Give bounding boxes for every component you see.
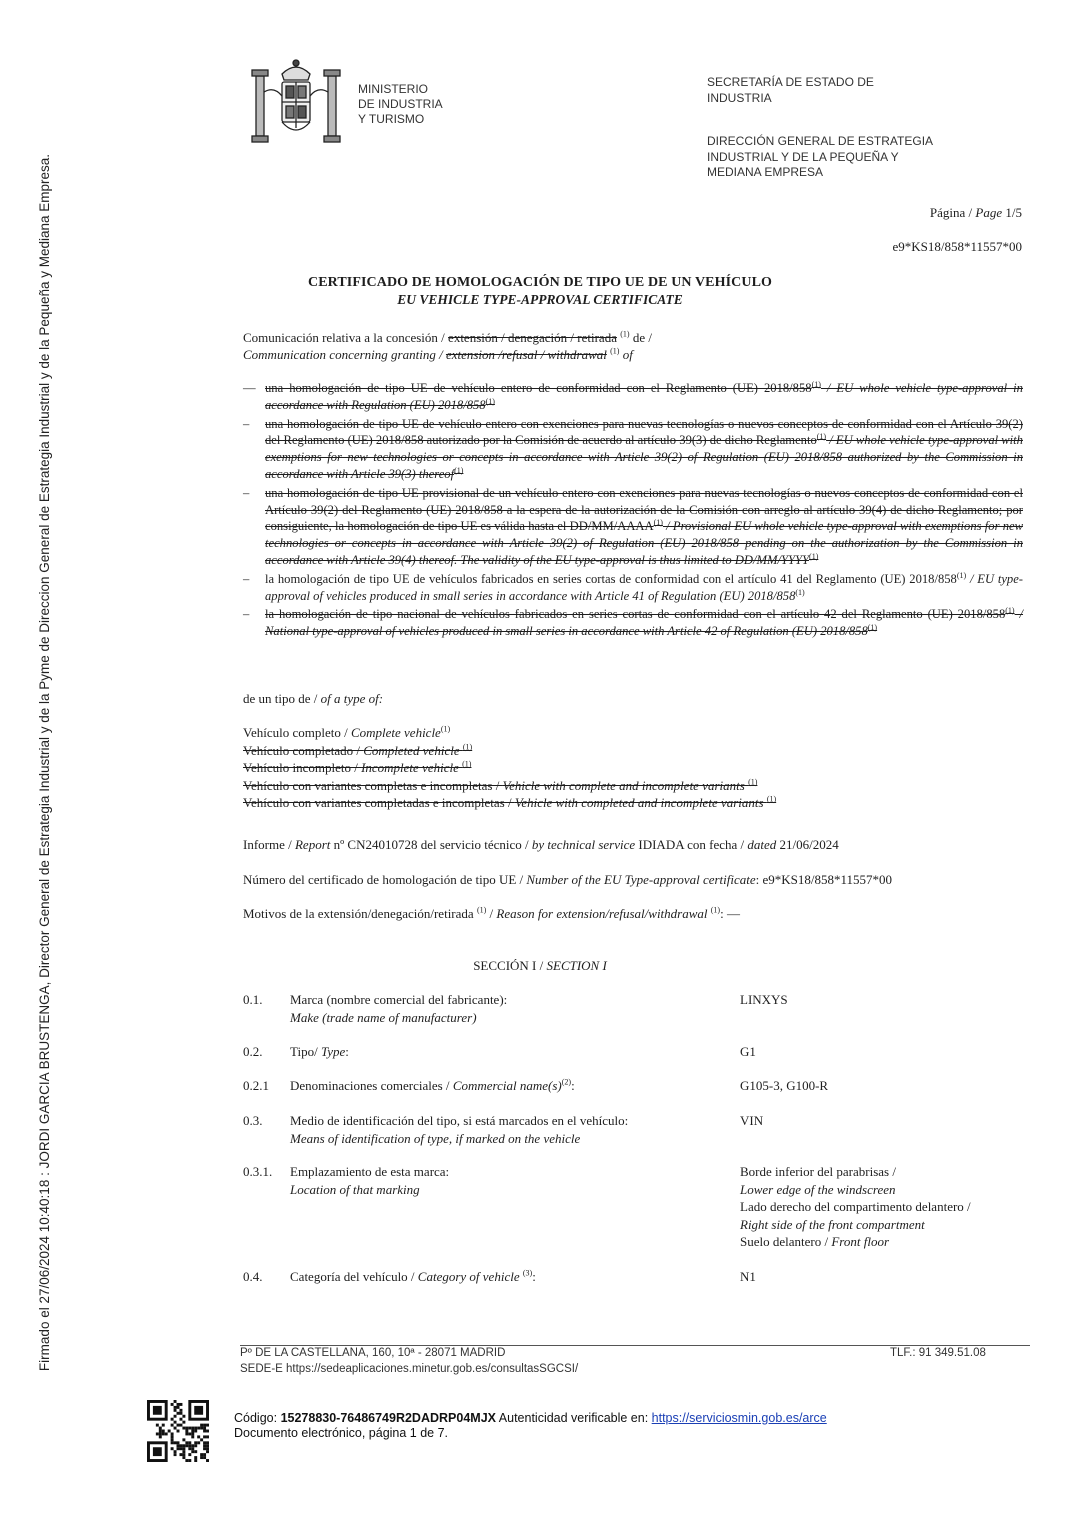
row-label-en: Make (trade name of manufacturer) bbox=[290, 1009, 477, 1025]
verification-block bbox=[234, 1411, 827, 1441]
page-label: Página / bbox=[929, 205, 976, 220]
certificate-reference: e9*KS18/858*11557*00 bbox=[892, 239, 1022, 254]
section-en: SECTION I bbox=[546, 958, 607, 973]
intro-communication bbox=[243, 329, 652, 363]
approval-en: / EU whole vehicle type-approval with exemptions for new technologies or concepts in accordance with Article 39(2) of Regulation (EU) 2018/858 authorized by the Commission in accordance with Article 39(3) thereof bbox=[265, 433, 1023, 481]
row-value: G1 bbox=[740, 1044, 756, 1059]
list-dash: – bbox=[243, 607, 250, 622]
approval-en: / National type-approval of vehicles produced in small series in accordance with Article 42 of Regulation (EU) 2018/858 bbox=[265, 607, 1024, 639]
vehicle-kind-es: Vehículo completado / bbox=[243, 742, 364, 758]
approval-type-list bbox=[243, 380, 1023, 642]
approval-type-item bbox=[243, 416, 1023, 483]
row-value: G105-3, G100-R bbox=[740, 1078, 829, 1093]
reasons-value: : — bbox=[720, 906, 740, 921]
list-dash: – bbox=[243, 571, 250, 586]
page-number: 1/5 bbox=[1002, 205, 1022, 220]
footnote-ref: (1) bbox=[440, 724, 451, 734]
coat-of-arms-logo bbox=[248, 56, 344, 148]
page-label-en: Page bbox=[975, 205, 1003, 220]
approval-en: / EU type-approval of vehicles produced in small series in accordance with Article 41 of Regulation (EU) 2018/858 bbox=[265, 571, 1023, 603]
section-heading bbox=[0, 957, 1080, 974]
row-value-en: Lower edge of the windscreen bbox=[740, 1181, 896, 1197]
secretariat-name bbox=[707, 75, 874, 106]
vehicle-kind-en: Completed vehicle bbox=[363, 742, 463, 758]
page-indicator bbox=[930, 205, 1022, 221]
footnote-ref: (1) bbox=[476, 905, 487, 915]
row-number: 0.3.1. bbox=[243, 1164, 273, 1179]
footer-address: Pº DE LA CASTELLANA, 160, 10ª - 28071 MADRID bbox=[240, 1347, 506, 1359]
footnote-ref: (1) bbox=[653, 518, 663, 528]
row-number: 0.2. bbox=[243, 1044, 263, 1059]
footer-phone: TLF.: 91 349.51.08 bbox=[890, 1347, 986, 1359]
ministry-line: MINISTERIO bbox=[358, 82, 429, 96]
vehicle-kind-list bbox=[243, 724, 776, 812]
document-page-info: Documento electrónico, página 1 de 7. bbox=[234, 1426, 449, 1440]
vehicle-kind-item bbox=[243, 777, 776, 795]
report-line bbox=[243, 836, 839, 853]
ministry-name bbox=[358, 82, 443, 127]
row-number: 0.3. bbox=[243, 1113, 263, 1128]
vehicle-kind-item bbox=[243, 742, 776, 760]
footnote-ref: (1) bbox=[462, 759, 472, 769]
footnote-ref: (3) bbox=[522, 1268, 533, 1278]
approval-type-item bbox=[243, 380, 1023, 414]
vehicle-kind-en: Vehicle with complete and incomplete variants bbox=[502, 777, 749, 793]
report-text: Informe / bbox=[243, 837, 295, 852]
report-text-en: Report bbox=[294, 837, 331, 852]
approval-type-text bbox=[265, 380, 1023, 414]
footnote-ref: (1) bbox=[956, 570, 967, 580]
of-type-en: of a type of: bbox=[320, 691, 384, 706]
row-label-en: Means of identification of type, if marked on the vehicle bbox=[290, 1130, 581, 1146]
row-label-en: Category of vehicle bbox=[417, 1269, 523, 1284]
approval-en: / EU whole vehicle type-approval in accordance with Regulation (EU) 2018/858 bbox=[265, 381, 1023, 412]
reasons-text: / bbox=[486, 906, 497, 921]
ministry-line: DE INDUSTRIA bbox=[358, 97, 443, 111]
report-text: nº CN24010728 del servicio técnico / bbox=[330, 837, 532, 852]
vehicle-kind-item bbox=[243, 759, 776, 777]
verification-code: 15278830-76486749R2DADRP04MJX bbox=[280, 1411, 496, 1425]
list-dash: – bbox=[243, 485, 250, 500]
approval-type-text bbox=[265, 485, 1023, 569]
row-label-es: Categoría del vehículo / bbox=[290, 1269, 418, 1284]
row-value: Suelo delantero / bbox=[740, 1234, 832, 1249]
approval-type-text bbox=[265, 571, 1023, 605]
title-en: EU VEHICLE TYPE-APPROVAL CERTIFICATE bbox=[397, 292, 683, 307]
approval-en: / Provisional EU whole vehicle type-approval with exemptions for new technologies or concepts in accordance with Article 39(2) of Regulation (EU) 2018/858 pending on the authorization by the Commission in accordance with Article 39(4) thereof. The validity of the EU type-approval is thus limited to DD/MM/YYYY bbox=[265, 519, 1023, 567]
list-dash: — bbox=[243, 381, 256, 395]
footer-sede-link[interactable]: SEDE-E https://sedeaplicaciones.minetur.gob.es/consultasSGCSI/ bbox=[240, 1363, 579, 1375]
footnote-ref: (1) bbox=[748, 777, 758, 787]
vehicle-kind-en: Vehicle with completed and incomplete variants bbox=[514, 795, 767, 810]
secretariat-line: SECRETARÍA DE ESTADO DE bbox=[707, 75, 874, 89]
footnote-ref: (1) bbox=[485, 396, 495, 406]
cert-number-text: Número del certificado de homologación de tipo UE / bbox=[243, 872, 527, 887]
directorate-line: DIRECCIÓN GENERAL DE ESTRATEGIA bbox=[707, 134, 934, 148]
row-label-punct: : bbox=[345, 1044, 349, 1059]
footnote-ref: (1) bbox=[816, 432, 827, 442]
vehicle-kind-es: Vehículo con variantes completas e incompletas / bbox=[243, 777, 503, 793]
row-label-es: Denominaciones comerciales / bbox=[290, 1078, 453, 1093]
footnote-ref: (1) bbox=[809, 551, 819, 561]
title-es: CERTIFICADO DE HOMOLOGACIÓN DE TIPO UE DE UN VEHÍCULO bbox=[307, 275, 772, 290]
reasons-line bbox=[243, 905, 740, 922]
footnote-ref: (1) bbox=[620, 329, 630, 339]
directorate-name bbox=[707, 134, 933, 181]
footnote-ref: (1) bbox=[811, 379, 821, 389]
vehicle-kind-en: Incomplete vehicle bbox=[361, 760, 463, 775]
vehicle-kind-item bbox=[243, 724, 776, 742]
row-number: 0.4. bbox=[243, 1269, 263, 1284]
verification-text: Autenticidad verificable en: bbox=[496, 1411, 652, 1425]
approval-type-item bbox=[243, 606, 1023, 640]
row-value: LINXYS bbox=[740, 992, 788, 1007]
intro-text: Comunicación relativa a la concesión / bbox=[243, 330, 449, 345]
row-value: VIN bbox=[740, 1113, 764, 1128]
row-label-es: Emplazamiento de esta marca: bbox=[290, 1164, 450, 1179]
footnote-ref: (1) bbox=[710, 905, 721, 915]
footnote-ref: (1) bbox=[795, 587, 805, 597]
footnote-ref: (1) bbox=[867, 622, 878, 632]
report-text-en: by technical service bbox=[531, 837, 636, 852]
vehicle-kind-item bbox=[243, 794, 776, 812]
intro-text-en: of bbox=[619, 347, 633, 362]
approval-es: una homologación de tipo UE provisional de un vehículo entero con exenciones para nuevas tecnologías o nuevos conceptos de conformidad con el Artículo 39(2) del Reglamento (UE) 2018/858 a la espera de la autorización de la Comisión con arreglo al artículo 39(4) de dicho Reglamento; por consiguiente, la homologación de tipo UE es válida hasta el DD/MM/AAAA bbox=[265, 485, 1023, 534]
row-value: Borde inferior del parabrisas / bbox=[740, 1164, 896, 1179]
row-label-en: Location of that marking bbox=[290, 1181, 420, 1197]
reasons-text-en: Reason for extension/refusal/withdrawal bbox=[496, 906, 711, 921]
directorate-line: MEDIANA EMPRESA bbox=[707, 165, 824, 179]
intro-text-en: Communication concerning granting / bbox=[243, 347, 446, 362]
vehicle-kind-es: Vehículo completo / bbox=[243, 725, 351, 740]
row-label-punct: : bbox=[532, 1269, 536, 1284]
row-label-es: Tipo/ bbox=[290, 1044, 321, 1059]
of-type-es: de un tipo de / bbox=[243, 691, 321, 706]
approval-type-text bbox=[265, 416, 1023, 483]
report-text: IDIADA con fecha / bbox=[635, 837, 748, 852]
footer-divider bbox=[240, 1345, 1030, 1346]
row-label-es: Marca (nombre comercial del fabricante): bbox=[290, 992, 508, 1007]
qr-code-icon bbox=[147, 1400, 209, 1462]
footnote-ref: (1) bbox=[462, 742, 473, 752]
row-label-punct: : bbox=[571, 1078, 575, 1093]
row-value: Lado derecho del compartimento delantero / bbox=[740, 1199, 971, 1214]
approval-type-item bbox=[243, 571, 1023, 605]
row-number: 0.1. bbox=[243, 992, 263, 1007]
footnote-ref: (1) bbox=[766, 794, 777, 804]
cert-number-text-en: Number of the EU Type-approval certificate bbox=[526, 872, 756, 887]
approval-type-item bbox=[243, 485, 1023, 569]
list-dash: – bbox=[243, 416, 250, 431]
row-number: 0.2.1 bbox=[243, 1078, 269, 1093]
approval-es: una homologación de tipo UE de vehículo entero de conformidad con el Reglamento (UE) 2018/858 bbox=[265, 381, 812, 395]
vehicle-kind-en: Complete vehicle bbox=[350, 725, 441, 740]
approval-type-text bbox=[265, 606, 1023, 640]
approval-es: la homologación de tipo UE de vehículos fabricados en series cortas de conformidad con el artículo 41 del Reglamento (UE) 2018/858 bbox=[265, 571, 957, 586]
signature-side-text: Firmado el 27/06/2024 10:40:18 : JORDI GARCIA BRUSTENGA, Director General de Estrategia Industrial y de la Pyme de Direccion General de Estrategia Industrial y de la Pequeña y Mediana Empresa. bbox=[36, 153, 52, 1372]
secretariat-line: INDUSTRIA bbox=[707, 90, 772, 105]
row-label-en: Type bbox=[320, 1044, 346, 1059]
footnote-ref: (2) bbox=[561, 1077, 572, 1087]
ministry-line: Y TURISMO bbox=[358, 112, 425, 126]
of-type-label bbox=[243, 690, 383, 707]
directorate-line: INDUSTRIAL Y DE LA PEQUEÑA Y bbox=[707, 149, 899, 164]
footnote-ref: (1) bbox=[454, 465, 464, 475]
approval-es: la homologación de tipo nacional de vehículos fabricados en series cortas de conformidad con el artículo 42 del Reglamento (UE) 2018/858 bbox=[265, 607, 1006, 622]
section-es: SECCIÓN I / bbox=[473, 958, 547, 973]
approval-es: una homologación de tipo UE de vehículo entero con exenciones para nuevas tecnologías o nuevos conceptos de conformidad con el Artículo 39(2) del Reglamento (UE) 2018/858 autorizado por la Comisión de acuerdo al artículo 39(3) de dicho Reglamento bbox=[265, 416, 1023, 448]
footnote-ref: (1) bbox=[1005, 606, 1015, 616]
row-label-en: Commercial name(s) bbox=[452, 1078, 562, 1093]
certificate-number-line bbox=[243, 871, 892, 888]
intro-struck: extensión / denegación / retirada bbox=[448, 330, 617, 345]
row-value: N1 bbox=[740, 1269, 756, 1284]
row-value-en: Right side of the front compartment bbox=[740, 1216, 925, 1232]
intro-text: de / bbox=[629, 330, 652, 345]
report-date: 21/06/2024 bbox=[776, 837, 839, 852]
vehicle-kind-es: Vehículo incompleto / bbox=[243, 760, 362, 775]
cert-number-value: : e9*KS18/858*11557*00 bbox=[755, 872, 893, 887]
intro-struck-en: extension /refusal / withdrawal bbox=[445, 347, 607, 362]
row-label-es: Medio de identificación del tipo, si está marcados en el vehículo: bbox=[290, 1113, 629, 1128]
reasons-text: Motivos de la extensión/denegación/retirada bbox=[243, 906, 477, 921]
vehicle-kind-es: Vehículo con variantes completadas e incompletas / bbox=[243, 795, 515, 810]
code-label: Código: bbox=[234, 1411, 281, 1425]
report-text-en: dated bbox=[747, 837, 777, 852]
row-value-en: Front floor bbox=[831, 1234, 890, 1249]
verification-link[interactable]: https://serviciosmin.gob.es/arce bbox=[651, 1411, 827, 1425]
footnote-ref: (1) bbox=[610, 346, 620, 356]
